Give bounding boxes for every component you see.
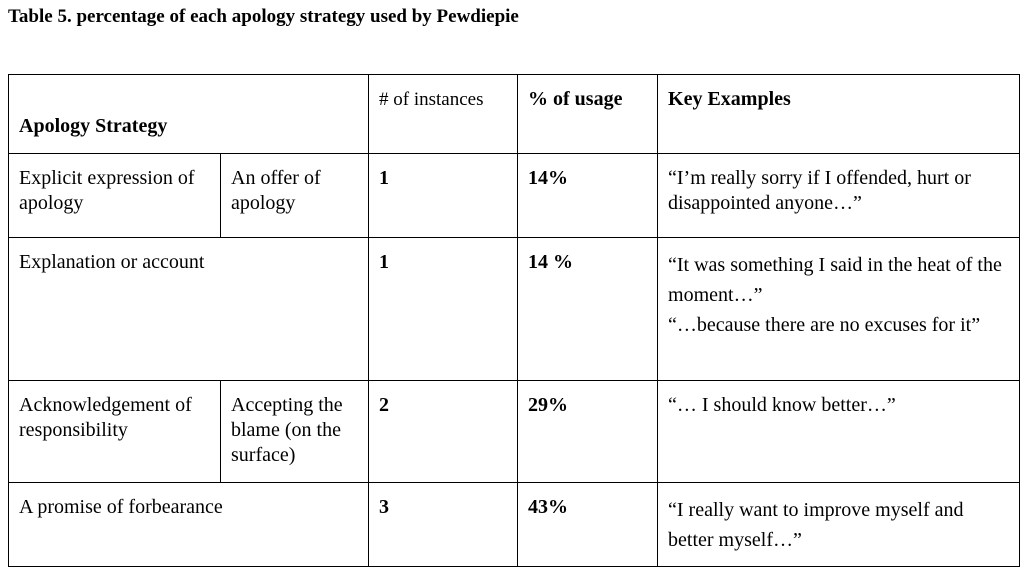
sub-strategy-cell: Accepting the blame (on the surface) [221,381,369,483]
table-caption: Table 5. percentage of each apology strategy used by Pewdiepie [8,6,519,27]
table-row [9,483,1020,567]
apology-strategy-table [8,74,1020,567]
table-row [9,238,1020,381]
usage-cell: 14 % [518,238,658,381]
header-apology-strategy: Apology Strategy [9,75,369,154]
header-instances: # of instances [369,75,518,154]
strategy-cell: A promise of forbearance [9,483,369,567]
example-cell [658,238,1020,381]
example-cell: “I’m really sorry if I offended, hurt or disappointed anyone…” [658,154,1020,238]
instances-cell: 1 [369,238,518,381]
usage-cell: 14% [518,154,658,238]
header-usage: % of usage [518,75,658,154]
instances-cell: 1 [369,154,518,238]
example-cell: “… I should know better…” [658,381,1020,483]
strategy-cell: Explicit expression of apology [9,154,221,238]
usage-cell: 29% [518,381,658,483]
table-row [9,154,1020,238]
header-key-examples: Key Examples [658,75,1020,154]
usage-cell: 43% [518,483,658,567]
strategy-cell: Explanation or account [9,238,369,381]
instances-cell: 3 [369,483,518,567]
example-quote: “…because there are no excuses for it” [668,314,981,336]
example-cell: “I really want to improve myself and better myself…” [658,483,1020,567]
instances-cell: 2 [369,381,518,483]
table-row [9,381,1020,483]
example-quote: “It was something I said in the heat of the moment…” [668,254,1002,306]
sub-strategy-cell: An offer of apology [221,154,369,238]
table-header-row [9,75,1020,154]
strategy-cell: Acknowledgement of responsibility [9,381,221,483]
